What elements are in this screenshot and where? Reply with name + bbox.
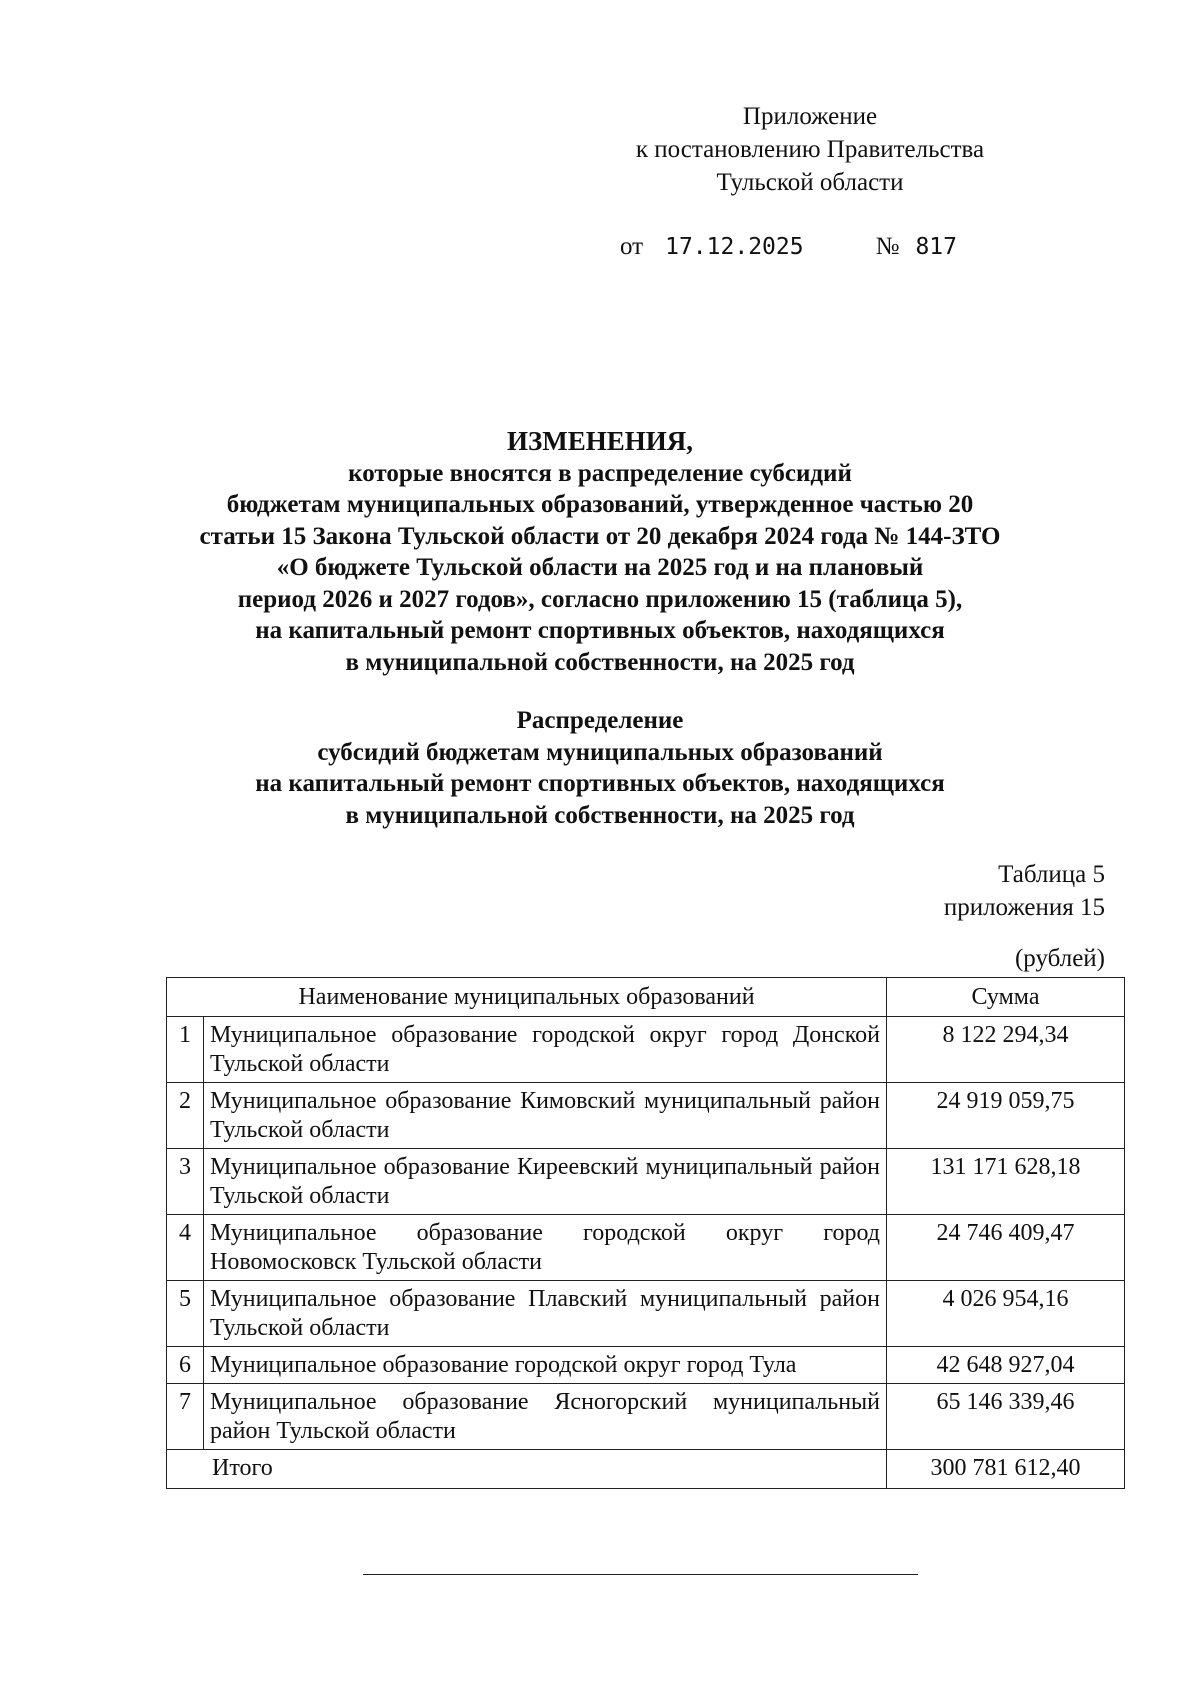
table-row — [167, 1384, 1125, 1450]
changes-line: на капитальный ремонт спортивных объектов, находящихся — [255, 617, 945, 644]
total-label: Итого — [167, 1450, 887, 1489]
header-sum: Сумма — [887, 978, 1125, 1017]
distribution-line: субсидий бюджетам муниципальных образований — [317, 738, 883, 766]
row-number: 3 — [167, 1149, 204, 1215]
resolution-dateline — [620, 232, 1040, 262]
row-number: 5 — [167, 1281, 204, 1347]
row-name: Муниципальное образование Киреевский муниципальный район Тульской области — [204, 1149, 887, 1215]
table-total-row — [167, 1450, 1125, 1489]
subsidy-distribution-table — [166, 977, 1125, 1489]
row-sum: 65 146 339,46 — [887, 1384, 1125, 1450]
table-caption-line-2: приложения 15 — [943, 894, 1105, 921]
table-caption-line-1: Таблица 5 — [998, 861, 1105, 888]
appendix-line-2: к постановлению Правительства — [635, 136, 985, 163]
row-name: Муниципальное образование городской округ город Донской Тульской области — [204, 1017, 887, 1083]
changes-line: «О бюджете Тульской области на 2025 год и на плановый — [276, 554, 924, 581]
table-caption — [944, 858, 1105, 924]
appendix-header — [600, 100, 1020, 199]
resolution-number: 817 — [915, 234, 957, 260]
table-row — [167, 1083, 1125, 1149]
currency-unit: (рублей) — [1014, 945, 1105, 972]
distribution-heading — [140, 705, 1060, 831]
row-sum: 131 171 628,18 — [887, 1149, 1125, 1215]
row-sum: 4 026 954,16 — [887, 1281, 1125, 1347]
table-row — [167, 1281, 1125, 1347]
total-sum: 300 781 612,40 — [887, 1450, 1125, 1489]
row-name: Муниципальное образование Ясногорский муниципальный район Тульской области — [204, 1384, 887, 1450]
number-sign: № — [875, 233, 900, 260]
row-number: 1 — [167, 1017, 204, 1083]
row-name: Муниципальное образование городской округ город Новомосковск Тульской области — [204, 1215, 887, 1281]
end-divider — [363, 1574, 918, 1575]
row-name: Муниципальное образование городской округ город Тула — [204, 1347, 887, 1384]
changes-line: которые вносятся в распределение субсидий — [348, 459, 852, 487]
changes-line: период 2026 и 2027 годов», согласно приложению 15 (таблица 5), — [237, 585, 963, 613]
distribution-line: Распределение — [516, 707, 684, 734]
distribution-line: на капитальный ремонт спортивных объектов, находящихся — [255, 770, 945, 797]
distribution-line: в муниципальной собственности, на 2025 год — [345, 801, 855, 829]
row-number: 7 — [167, 1384, 204, 1450]
date-label: от — [620, 233, 644, 260]
row-number: 6 — [167, 1347, 204, 1384]
resolution-date: 17.12.2025 — [665, 234, 804, 260]
changes-heading — [140, 426, 1060, 678]
row-number: 4 — [167, 1215, 204, 1281]
changes-title: ИЗМЕНЕНИЯ, — [506, 426, 693, 456]
row-sum: 42 648 927,04 — [887, 1347, 1125, 1384]
row-name: Муниципальное образование Плавский муниципальный район Тульской области — [204, 1281, 887, 1347]
changes-line: в муниципальной собственности, на 2025 год — [345, 648, 855, 676]
row-sum: 8 122 294,34 — [887, 1017, 1125, 1083]
row-sum: 24 746 409,47 — [887, 1215, 1125, 1281]
table-row — [167, 1149, 1125, 1215]
table-row — [167, 1347, 1125, 1384]
row-sum: 24 919 059,75 — [887, 1083, 1125, 1149]
table-row — [167, 1215, 1125, 1281]
row-number: 2 — [167, 1083, 204, 1149]
appendix-line-1: Приложение — [742, 103, 878, 130]
table-row — [167, 1017, 1125, 1083]
table-header-row — [167, 978, 1125, 1017]
header-name: Наименование муниципальных образований — [167, 978, 887, 1017]
row-name: Муниципальное образование Кимовский муниципальный район Тульской области — [204, 1083, 887, 1149]
changes-line: бюджетам муниципальных образований, утвержденное частью 20 — [226, 491, 974, 518]
changes-line: статьи 15 Закона Тульской области от 20 декабря 2024 года № 144-ЗТО — [199, 522, 1001, 550]
appendix-line-3: Тульской области — [716, 169, 904, 196]
